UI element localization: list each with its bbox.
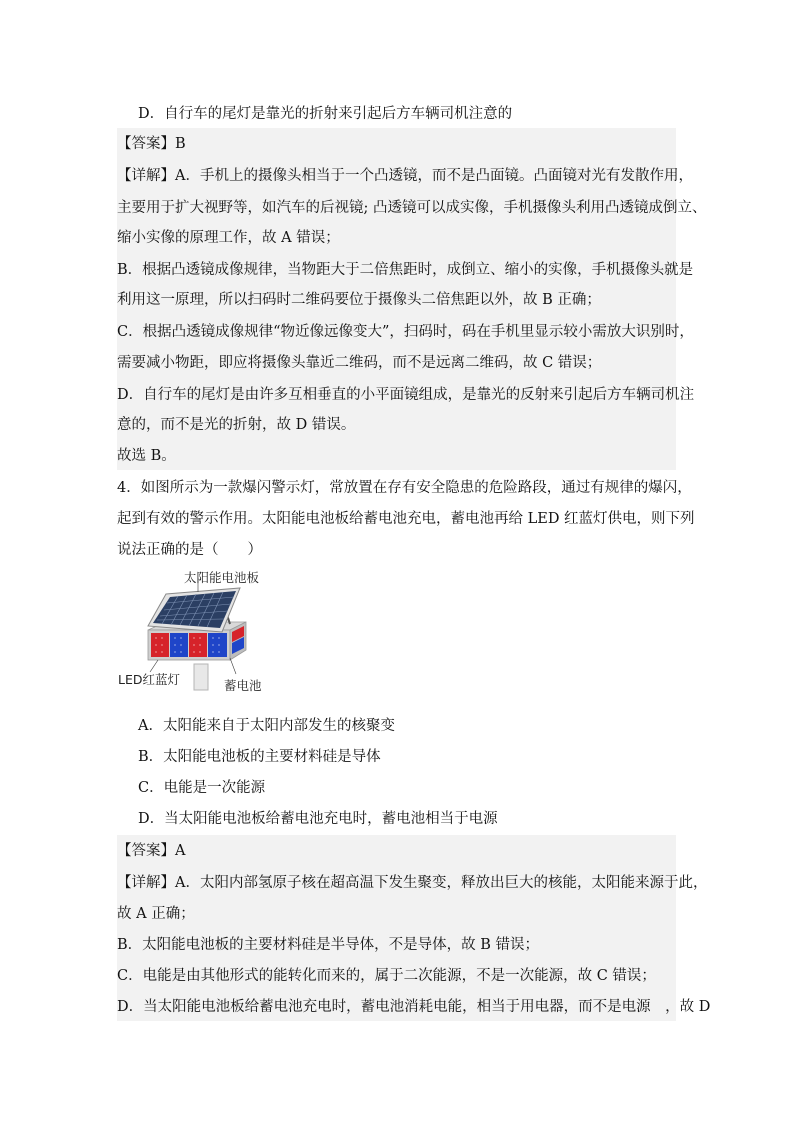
q3-explain-line: B．根据凸透镜成像规律，当物距大于二倍焦距时，成倒立、缩小的实像，手机摄像头就是 <box>117 262 694 278</box>
q4-stem-line: 起到有效的警示作用。太阳能电池板给蓄电池充电，蓄电池再给 LED 红蓝灯供电，则下列 <box>117 511 695 527</box>
q3-explain-line: D．自行车的尾灯是由许多互相垂直的小平面镜组成，是靠光的反射来引起后方车辆司机注 <box>117 387 695 403</box>
q4-option-c: C．电能是一次能源 <box>138 780 266 796</box>
q3-explain-line: 主要用于扩大视野等，如汽车的后视镜; 凸透镜可以成实像，手机摄像头利用凸透镜成倒立、 <box>117 200 707 216</box>
solar-panel-label: 太阳能电池板 <box>184 570 260 585</box>
warning-light-figure <box>118 566 278 696</box>
q3-option-d: D．自行车的尾灯是靠光的折射来引起后方车辆司机注意的 <box>138 106 513 122</box>
battery-label: 蓄电池 <box>224 678 262 693</box>
q4-explain-line: B．太阳能电池板的主要材料硅是半导体，不是导体，故 B 错误； <box>117 937 540 953</box>
q4-option-a: A．太阳能来自于太阳内部发生的核聚变 <box>138 718 395 734</box>
q3-explain-line: 故选 B。 <box>117 448 176 464</box>
q3-explain-line: 意的，而不是光的折射，故 D 错误。 <box>117 417 356 433</box>
q4-option-b: B．太阳能电池板的主要材料硅是导体 <box>138 749 381 765</box>
q3-explain-line: 利用这一原理，所以扫码时二维码要位于摄像头二倍焦距以外，故 B 正确； <box>117 292 601 308</box>
q3-answer: 【答案】B <box>117 136 186 152</box>
q3-explain-line: C．根据凸透镜成像规律“物近像远像变大”，扫码时，码在手机里显示较小需放大识别时， <box>117 324 694 340</box>
q4-explain-line: 【详解】A．太阳内部氢原子核在超高温下发生聚变，释放出巨大的核能，太阳能来源于此， <box>117 875 708 891</box>
q4-answer-block <box>117 835 676 1021</box>
q3-explain-line: 需要减小物距，即应将摄像头靠近二维码，而不是远离二维码，故 C 错误； <box>117 355 602 371</box>
q4-explain-line: D．当太阳能电池板给蓄电池充电时，蓄电池消耗电能，相当于用电器，而不是电源 ，故 D <box>117 999 711 1015</box>
led-lights-label: LED红蓝灯 <box>118 672 180 687</box>
q3-explain-line: 【详解】A．手机上的摄像头相当于一个凸透镜，而不是凸面镜。凸面镜对光有发散作用， <box>117 168 693 184</box>
q4-explain-line: 故 A 正确； <box>117 906 195 922</box>
q4-answer: 【答案】A <box>117 843 186 859</box>
q4-stem-line: 说法正确的是（ ） <box>117 542 262 558</box>
q4-stem-line: 4．如图所示为一款爆闪警示灯，常放置在存有安全隐患的危险路段，通过有规律的爆闪， <box>117 480 692 496</box>
q4-option-d: D．当太阳能电池板给蓄电池充电时，蓄电池相当于电源 <box>138 811 498 827</box>
q3-explain-line: 缩小实像的原理工作，故 A 错误； <box>117 230 340 246</box>
q4-explain-line: C．电能是由其他形式的能转化而来的，属于二次能源，不是一次能源，故 C 错误； <box>117 968 656 984</box>
